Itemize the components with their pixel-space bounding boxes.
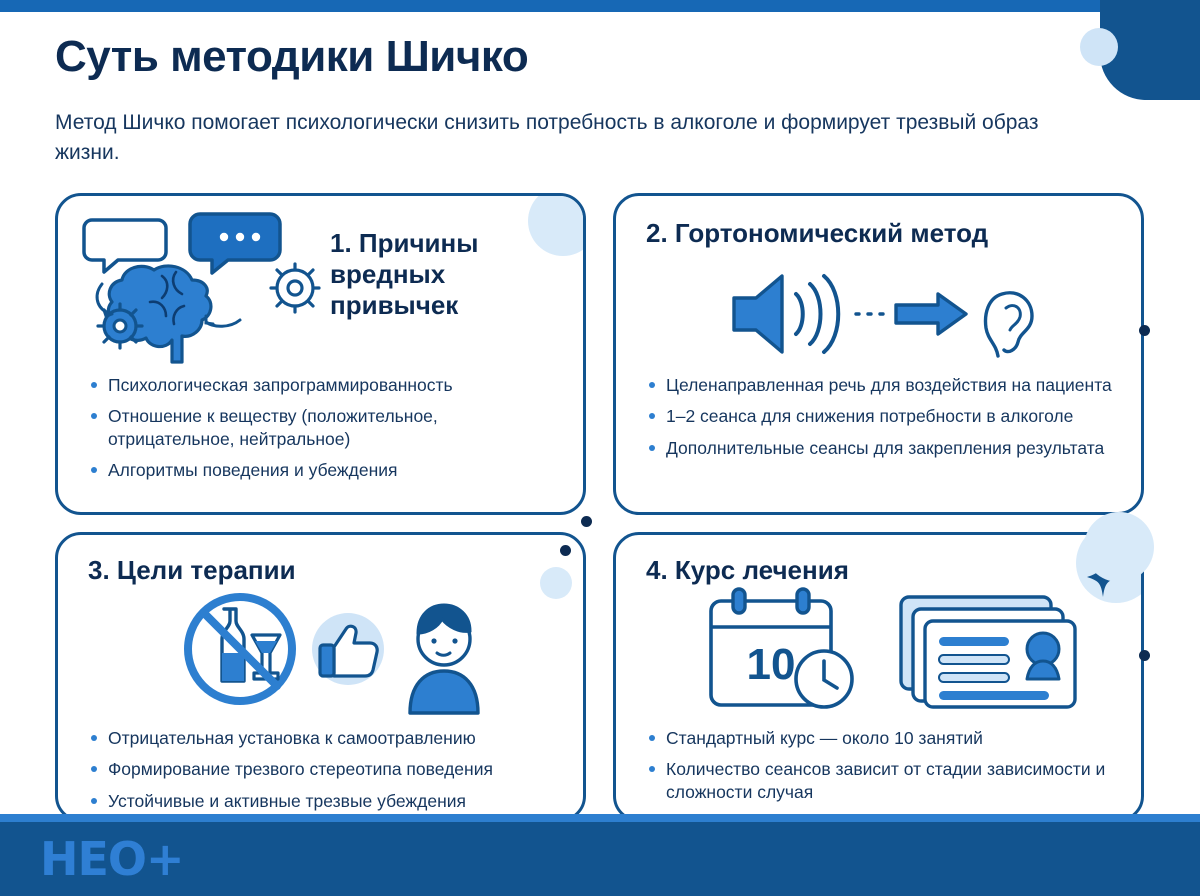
page-title: Суть методики Шичко: [55, 32, 529, 81]
speaker-arrow-ear-icon: [726, 268, 1056, 360]
footer-bar: [0, 822, 1200, 896]
card3-blob-decoration: [540, 567, 572, 599]
card2-title: 2. Гортономический метод: [646, 218, 989, 248]
card4-title: 4. Курс лечения: [646, 555, 849, 585]
list-item: Отношение к веществу (положительное, отрицательное, нейтральное): [90, 405, 560, 450]
list-item: 1–2 сеанса для снижения потребности в алкоголе: [648, 405, 1118, 427]
list-item: Стандартный курс — около 10 занятий: [648, 727, 1118, 749]
card1-edge-dot: [581, 516, 592, 527]
list-item: Алгоритмы поведения и убеждения: [90, 459, 560, 481]
card3-title: 3. Цели терапии: [88, 555, 296, 585]
card2-bullet-list: [648, 374, 1118, 468]
brand-logo: НЕО+: [40, 832, 184, 886]
card1-title: 1. Причины вредных привычек: [330, 228, 479, 321]
card2-edge-dot: [1139, 325, 1150, 336]
calendar-clock-cards-icon: [691, 587, 1091, 715]
list-item: Дополнительные сеансы для закрепления результата: [648, 437, 1118, 459]
top-accent-bar: [0, 0, 1100, 12]
card4-edge-dot: [1139, 650, 1150, 661]
card3-bullet-list: [90, 727, 560, 821]
card-treatment-course: [613, 532, 1144, 822]
top-right-dot-decoration: [1080, 28, 1118, 66]
calendar-number: 10: [746, 640, 796, 689]
card-causes-of-bad-habits: [55, 193, 586, 515]
list-item: Количество сеансов зависит от стадии зависимости и сложности случая: [648, 758, 1118, 803]
card4-corner-blob: [1084, 512, 1154, 582]
no-alcohol-thumbs-up-person-icon: [178, 587, 508, 717]
card-therapy-goals: [55, 532, 586, 822]
brain-gears-speech-bubbles-icon: [80, 210, 330, 365]
page-subtitle: Метод Шичко помогает психологически снизить потребность в алкоголе и формирует трезвый образ жизни.: [55, 111, 1039, 165]
card1-bullet-list: [90, 374, 560, 491]
list-item: Отрицательная установка к самоотравлению: [90, 727, 560, 749]
card1-header: [58, 196, 583, 366]
card4-bullet-list: [648, 727, 1118, 812]
list-item: Устойчивые и активные трезвые убеждения: [90, 790, 560, 812]
card3-edge-dot: [560, 545, 571, 556]
list-item: Формирование трезвого стереотипа поведения: [90, 758, 560, 780]
card-gortonomic-method: [613, 193, 1144, 515]
list-item: Психологическая запрограммированность: [90, 374, 560, 396]
footer-accent-line: [0, 814, 1200, 822]
list-item: Целенаправленная речь для воздействия на пациента: [648, 374, 1118, 396]
